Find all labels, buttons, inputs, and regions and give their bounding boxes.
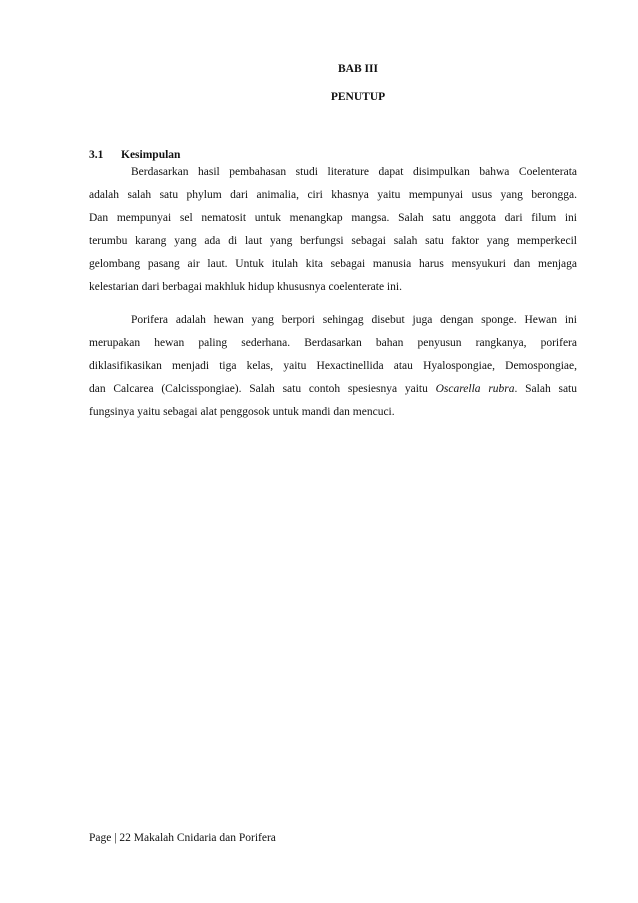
paragraph-line: adalah salah satu phylum dari animalia, ciri khasnya yaitu mempunyai usus yang berongga.: [89, 189, 577, 201]
paragraph-line: gelombang pasang air laut. Untuk itulah kita sebagai manusia harus mensyukuri dan menjaga: [89, 258, 577, 270]
chapter-title: PENUTUP: [330, 91, 386, 103]
paragraph-porifera: [89, 309, 577, 424]
paragraph-line-with-species: [89, 378, 577, 401]
paragraph-line: kelestarian dari berbagai makhluk hidup khususnya coelenterate ini.: [89, 281, 402, 293]
paragraph-line: diklasifikasikan menjadi tiga kelas, yaitu Hexactinellida atau Hyalospongiae, Demospongiae,: [89, 360, 577, 372]
line-text: dan Calcarea (Calcisspongiae). Salah satu contoh spesiesnya yaitu: [89, 383, 436, 395]
paragraph-line: Dan mempunyai sel nematosit untuk menangkap mangsa. Salah satu anggota dari filum ini: [89, 212, 577, 224]
line-text: . Salah satu: [514, 383, 577, 395]
paragraph-line: fungsinya yaitu sebagai alat penggosok untuk mandi dan mencuci.: [89, 406, 395, 418]
chapter-label: BAB III: [338, 63, 378, 75]
paragraph-line: terumbu karang yang ada di laut yang berfungsi sebagai salah satu faktor yang memperkecil: [89, 235, 577, 247]
paragraph-line: Porifera adalah hewan yang berpori sehingag disebut juga dengan sponge. Hewan ini: [131, 314, 577, 326]
page-footer: Page | 22 Makalah Cnidaria dan Porifera: [89, 832, 276, 844]
paragraph-line: merupakan hewan paling sederhana. Berdasarkan bahan penyusun rangkanya, porifera: [89, 337, 577, 349]
paragraph-coelenterata: [89, 161, 577, 299]
section-number: 3.1: [89, 149, 104, 161]
section-title: Kesimpulan: [121, 149, 181, 161]
paragraph-line: Berdasarkan hasil pembahasan studi literature dapat disimpulkan bahwa Coelenterata: [131, 166, 577, 178]
species-name: Oscarella rubra: [435, 383, 515, 395]
